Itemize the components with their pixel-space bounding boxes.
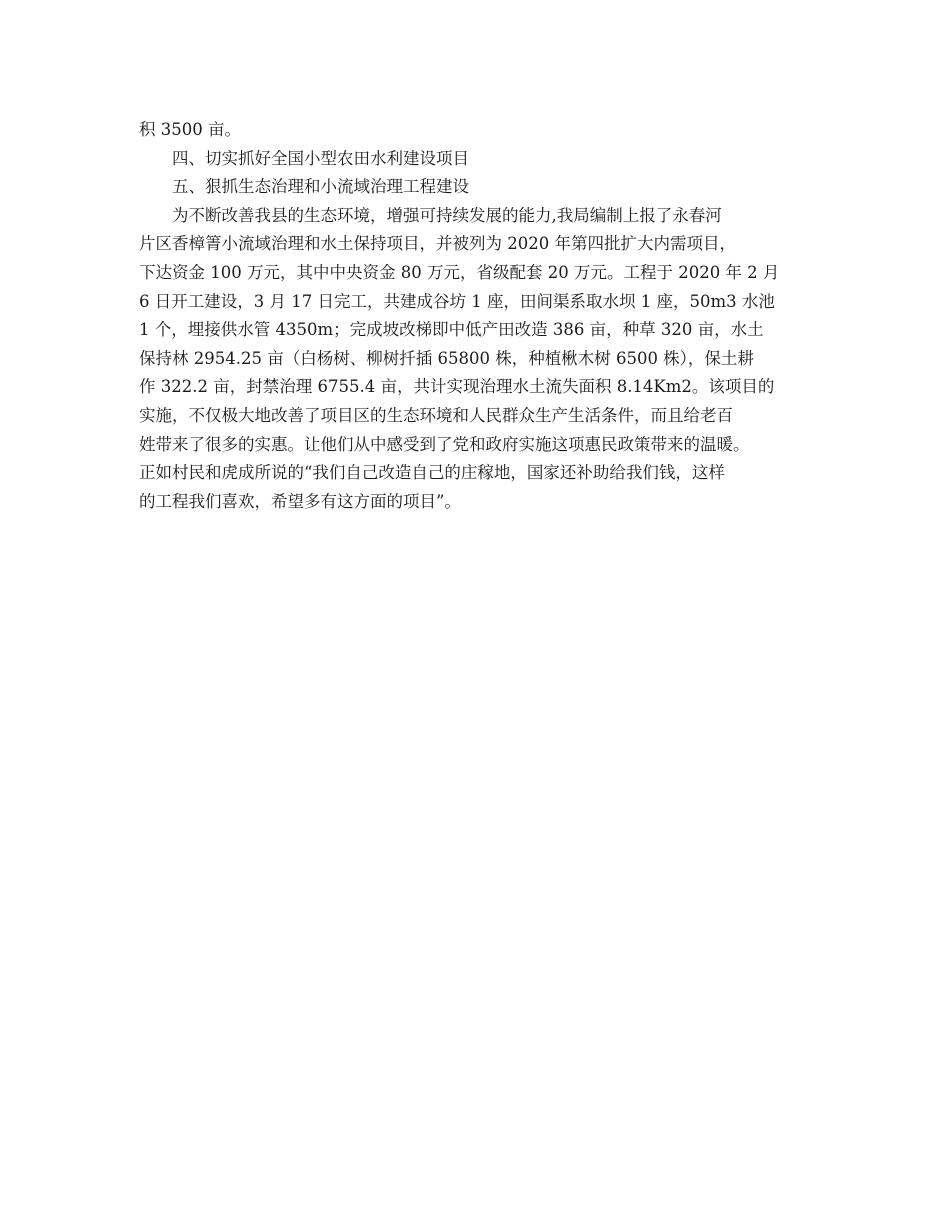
paragraph-first-line: 为不断改善我县的生态环境，增强可持续发展的能力,我局编制上报了永春河 (172, 205, 722, 225)
text-line: 作 322.2 亩，封禁治理 6755.4 亩，共计实现治理水土流失面积 8.14Km2。该项目的 (139, 377, 775, 397)
text-line: 下达资金 100 万元，其中中央资金 80 万元，省级配套 20 万元。工程于 2020 年 2 月 (139, 262, 780, 282)
text-line: 片区香樟箐小流域治理和水土保持项目，并被列为 2020 年第四批扩大内需项目， (139, 234, 736, 254)
text-line: 的工程我们喜欢，希望多有这方面的项目”。 (139, 491, 461, 511)
text-line: 实施，不仅极大地改善了项目区的生态环境和人民群众生产生活条件，而且给老百 (139, 405, 733, 425)
text-line: 1 个，埋接供水管 4350m；完成坡改梯即中低产田改造 386 亩，种草 320 亩，水土 (139, 320, 764, 340)
section-heading: 五、狠抓生态治理和小流域治理工程建设 (172, 177, 469, 197)
text-line: 6 日开工建设，3 月 17 日完工，共建成谷坊 1 座，田间渠系取水坝 1 座，50m3 水池 (139, 291, 775, 311)
document-body (139, 116, 819, 516)
text-line: 积 3500 亩。 (139, 120, 241, 139)
section-heading: 四、切实抓好全国小型农田水利建设项目 (172, 148, 469, 168)
text-line: 正如村民和虎成所说的“我们自己改造自己的庄稼地，国家还补助给我们钱，这样 (139, 463, 725, 483)
text-line: 保持林 2954.25 亩（白杨树、柳树扦插 65800 株，种植楸木树 6500 株），保土耕 (139, 348, 754, 368)
text-line: 姓带来了很多的实惠。让他们从中感受到了党和政府实施这项惠民政策带来的温暖。 (139, 434, 750, 454)
